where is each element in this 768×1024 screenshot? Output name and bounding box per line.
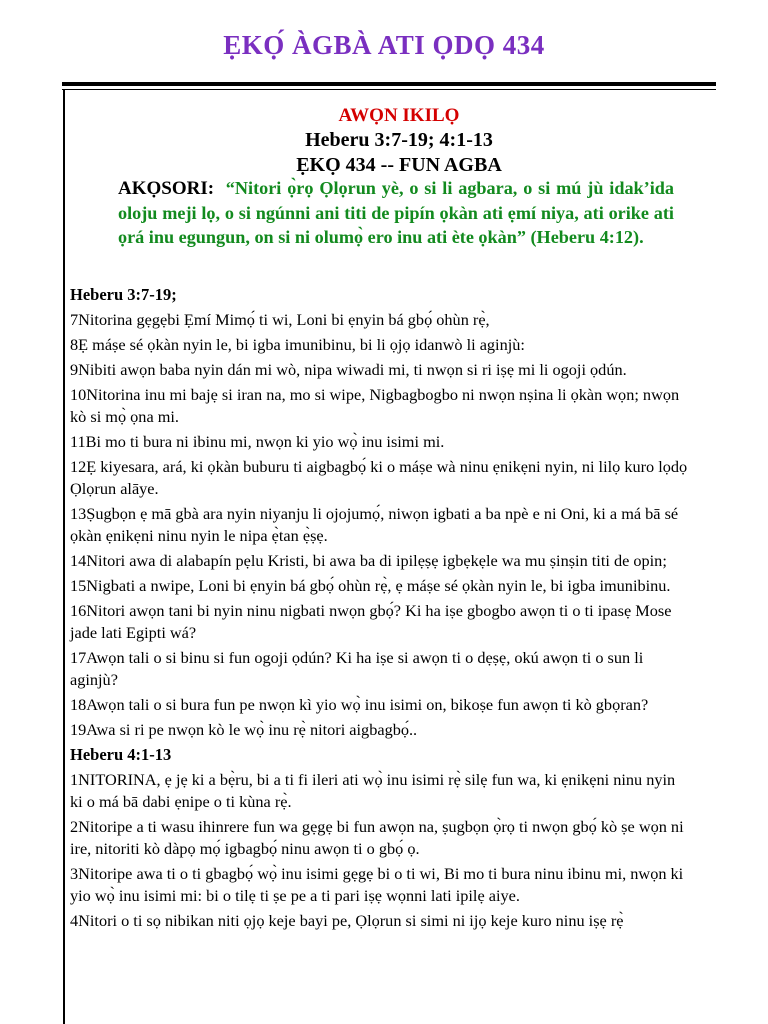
header-rule-thin — [62, 89, 716, 90]
verse-line: 12Ẹ kiyesara, ará, ki ọkàn buburu ti aigbagbọ́ ki o máṣe wà ninu ẹnikẹni nyin, ni lilọ kuro lọdọ Ọlọrun alāye. — [70, 457, 688, 498]
lesson-subject: AWỌN IKILỌ — [338, 105, 460, 126]
section-title: Heberu 3:7-19; — [70, 285, 177, 304]
verse-line: 15Nigbati a nwipe, Loni bi ẹnyin bá gbọ́ ohùn rẹ̀, ẹ máṣe sé ọkàn nyin le, bi igba imunibinu. — [70, 576, 671, 595]
page-title: ẸKỌ́ ÀGBÀ ATI ỌDỌ 434 — [223, 30, 545, 60]
lesson-header — [70, 104, 728, 178]
left-margin-rule — [63, 89, 65, 1024]
verse-line: 16Nitori awọn tani bi nyin ninu nigbati nwọn gbọ́? Ki ha iṣe gbogbo awọn ti o ti ipasẹ Mose jade lati Egipti wá? — [70, 601, 672, 642]
verse-line: 9Nibiti awọn baba nyin dán mi wò, nipa wiwadi mi, ti nwọn si ri iṣẹ mi li ogoji ọdún. — [70, 360, 627, 379]
header-rule-thick — [62, 82, 716, 86]
memory-verse-label: AKỌSORI: — [118, 178, 215, 199]
section-title: Heberu 4:1-13 — [70, 745, 172, 764]
memory-verse — [118, 176, 674, 249]
verse-line: 8Ẹ máṣe sé ọkàn nyin le, bi igba imunibinu, bi li ọjọ idanwò li aginjù: — [70, 335, 525, 354]
verse-line: 4Nitori o ti sọ nibikan niti ọjọ keje bayi pe, Ọlọrun si simi ni ijọ keje kuro ninu iṣẹ rẹ̀ — [70, 911, 624, 930]
memory-verse-text: “Nitori ọ̀rọ Ọlọrun yè, o si li agbara, o si mú jù idak’ida oloju meji lọ, o si ngúnni ani titi de pipín ọkàn ati ẹmí niya, ati orike ati ọrá inu egungun, on si ni olumọ̀ ero inu ati ète ọkàn” (Heberu 4:12). — [118, 178, 674, 247]
verse-line: 18Awọn tali o si bura fun pe nwọn kì yio wọ̀ inu isimi on, bikoṣe fun awọn ti kò gbọran? — [70, 695, 649, 714]
verse-line: 19Awa si ri pe nwọn kò le wọ̀ inu rẹ̀ nitori aigbagbọ́.. — [70, 720, 418, 739]
lesson-reference: Heberu 3:7-19; 4:1-13 — [305, 129, 493, 151]
lesson-number: ẸKỌ 434 -- FUN AGBA — [296, 154, 502, 176]
verse-line: 7Nitorina gẹgẹbi Ẹmí Mimọ́ ti wi, Loni bi ẹnyin bá gbọ́ ohùn rẹ̀, — [70, 310, 490, 329]
scripture-content — [70, 284, 690, 935]
verse-line: 10Nitorina inu mi bajẹ si iran na, mo si wipe, Nigbagbogbo ni nwọn nṣina li ọkàn wọn; nwọn kò si mọ̀ ọna mi. — [70, 385, 680, 426]
verse-line: 11Bi mo ti bura ni ibinu mi, nwọn ki yio wọ̀ inu isimi mi. — [70, 432, 445, 451]
scripture-section — [70, 744, 690, 932]
verse-line: 2Nitoripe a ti wasu ihinrere fun wa gẹgẹ bi fun awọn na, ṣugbọn ọ̀rọ ti nwọn gbọ́ kò ṣe wọn ni ire, nitoriti kò dàpọ mọ́ igbagbọ́ ninu awọn ti o gbọ́ ọ. — [70, 817, 684, 858]
verse-line: 17Awọn tali o si binu si fun ogoji ọdún? Ki ha iṣe si awọn ti o dẹṣẹ, okú awọn ti o sun li aginjù? — [70, 648, 644, 689]
verse-line: 13Ṣugbọn ẹ mā gbà ara nyin niyanju li ojojumọ́, niwọn igbati a ba npè e ni Oni, ki a má bā sé ọkàn ẹnikẹni ninu nyin le nipa ẹ̀tan ẹ̀ṣẹ. — [70, 504, 679, 545]
verse-line: 1NITORINA, ẹ jẹ ki a bẹ̀ru, bi a ti fi ileri ati wọ̀ inu isimi rẹ̀ silẹ fun wa, ki ẹnikẹni ninu nyin ki o má bā dabi ẹnipe o ti kùna rẹ̀. — [70, 770, 676, 811]
verse-line: 3Nitoripe awa ti o ti gbagbọ́ wọ̀ inu isimi gẹgẹ bi o ti wi, Bi mo ti bura ninu ibinu mi, nwọn ki yio wọ̀ inu isimi mi: bi o tilẹ ti ṣe pe a ti pari iṣẹ wọnni lati ipilẹ aiye. — [70, 864, 684, 905]
scripture-section — [70, 284, 690, 741]
verse-line: 14Nitori awa di alabapín pẹlu Kristi, bi awa ba di ipilẹṣẹ igbẹkẹle wa mu ṣinṣin titi de opin; — [70, 551, 667, 570]
